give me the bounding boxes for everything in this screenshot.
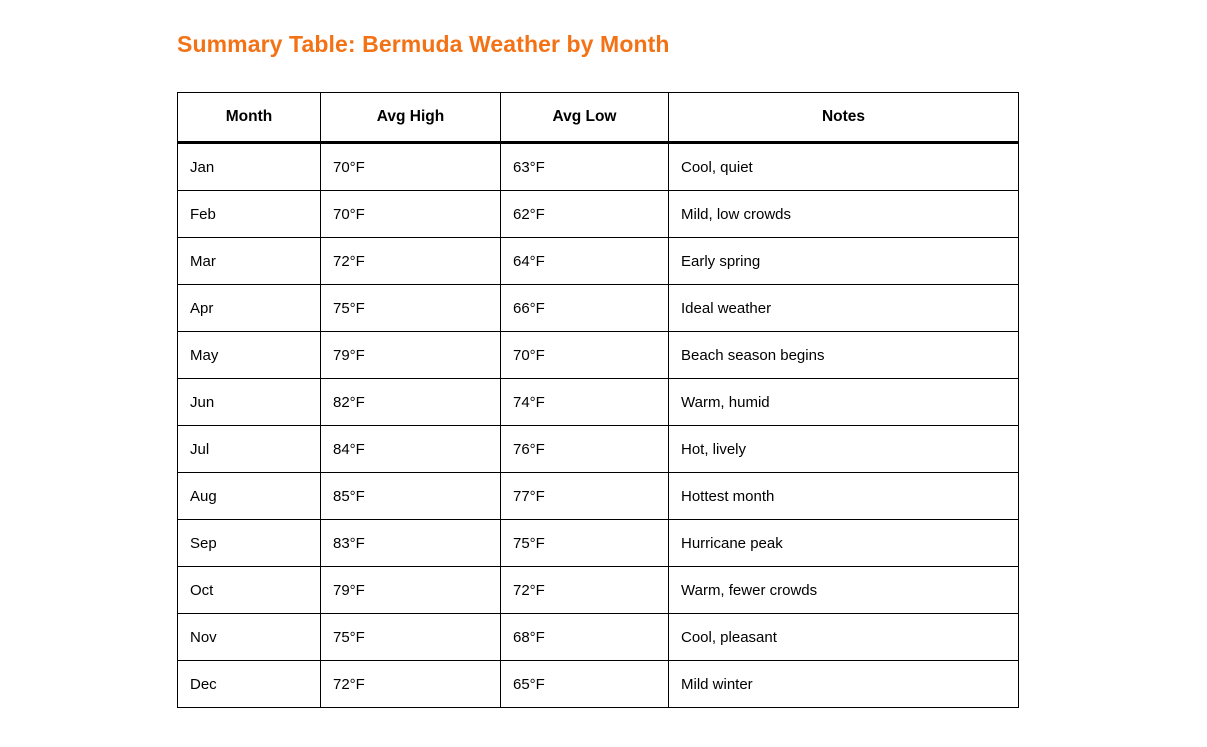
cell-month: May [178,332,321,379]
table-row [178,567,1019,614]
cell-month: Dec [178,661,321,708]
table-body [178,143,1019,708]
cell-month: Mar [178,238,321,285]
table-row [178,379,1019,426]
cell-avg_low: 76°F [501,426,669,473]
table-row [178,285,1019,332]
table-row [178,332,1019,379]
column-header-notes: Notes [669,93,1019,143]
cell-month: Oct [178,567,321,614]
cell-notes: Early spring [669,238,1019,285]
table-header-row [178,93,1019,143]
cell-avg_low: 74°F [501,379,669,426]
cell-notes: Hurricane peak [669,520,1019,567]
table-header [178,93,1019,143]
cell-notes: Ideal weather [669,285,1019,332]
cell-notes: Warm, fewer crowds [669,567,1019,614]
cell-notes: Warm, humid [669,379,1019,426]
column-header-avg_high: Avg High [321,93,501,143]
cell-avg_high: 72°F [321,661,501,708]
cell-month: Jun [178,379,321,426]
cell-avg_low: 63°F [501,143,669,191]
table-row [178,520,1019,567]
cell-notes: Mild winter [669,661,1019,708]
cell-month: Feb [178,191,321,238]
cell-month: Sep [178,520,321,567]
table-row [178,143,1019,191]
cell-avg_high: 82°F [321,379,501,426]
cell-avg_high: 72°F [321,238,501,285]
summary-table-container [177,92,1018,708]
cell-avg_high: 70°F [321,191,501,238]
column-header-avg_low: Avg Low [501,93,669,143]
cell-notes: Hottest month [669,473,1019,520]
cell-month: Apr [178,285,321,332]
cell-avg_low: 64°F [501,238,669,285]
cell-avg_low: 77°F [501,473,669,520]
cell-avg_high: 84°F [321,426,501,473]
cell-notes: Mild, low crowds [669,191,1019,238]
cell-avg_high: 70°F [321,143,501,191]
cell-avg_high: 79°F [321,567,501,614]
table-row [178,238,1019,285]
cell-month: Jul [178,426,321,473]
column-header-month: Month [178,93,321,143]
cell-avg_low: 66°F [501,285,669,332]
table-row [178,426,1019,473]
cell-avg_low: 75°F [501,520,669,567]
cell-notes: Cool, quiet [669,143,1019,191]
cell-avg_high: 75°F [321,285,501,332]
bermuda-weather-table [177,92,1019,708]
cell-month: Nov [178,614,321,661]
cell-avg_low: 62°F [501,191,669,238]
cell-avg_low: 65°F [501,661,669,708]
cell-avg_high: 83°F [321,520,501,567]
cell-month: Jan [178,143,321,191]
cell-avg_high: 75°F [321,614,501,661]
cell-month: Aug [178,473,321,520]
table-row [178,473,1019,520]
cell-avg_low: 72°F [501,567,669,614]
table-row [178,614,1019,661]
page-title: Summary Table: Bermuda Weather by Month [177,31,670,57]
cell-avg_low: 68°F [501,614,669,661]
cell-notes: Cool, pleasant [669,614,1019,661]
cell-notes: Beach season begins [669,332,1019,379]
table-row [178,191,1019,238]
cell-avg_high: 79°F [321,332,501,379]
table-row [178,661,1019,708]
cell-avg_low: 70°F [501,332,669,379]
cell-notes: Hot, lively [669,426,1019,473]
cell-avg_high: 85°F [321,473,501,520]
